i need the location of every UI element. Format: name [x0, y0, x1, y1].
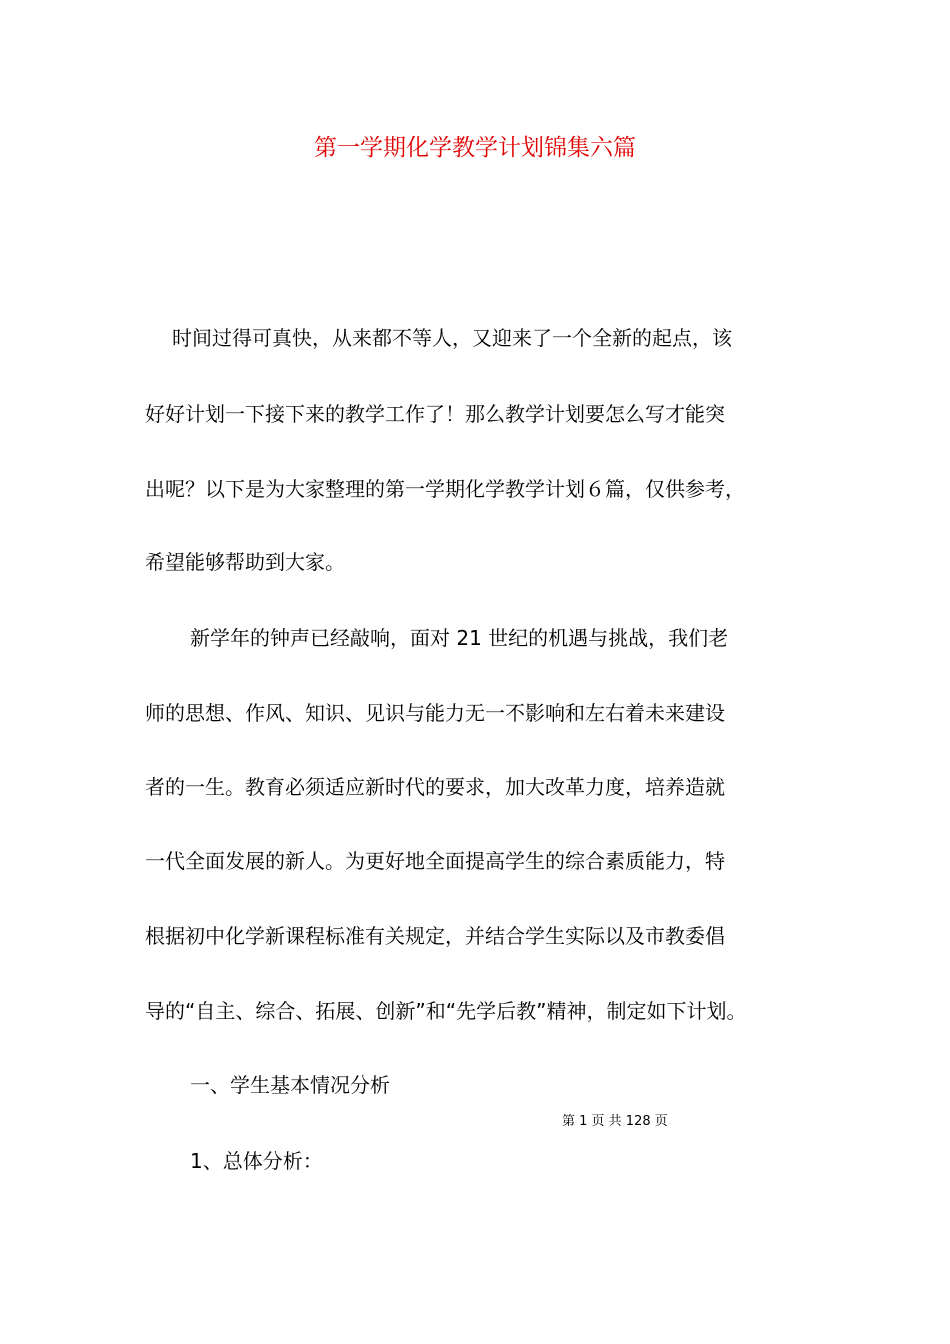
text-line: 希望能够帮助到大家。	[145, 550, 345, 574]
text-line: 根据初中化学新课程标准有关规定，并结合学生实际以及市教委倡	[145, 924, 725, 948]
text-line: 者的一生。教育必须适应新时代的要求，加大改革力度，培养造就	[145, 775, 725, 799]
text-line: 新学年的钟声已经敲响，面对 21 世纪的机遇与挑战，我们老	[190, 626, 729, 650]
text-line: 一代全面发展的新人。为更好地全面提高学生的综合素质能力，特	[145, 849, 725, 873]
text-line: 时间过得可真快，从来都不等人，又迎来了一个全新的起点，该	[172, 326, 732, 350]
document-title: 第一学期化学教学计划锦集六篇	[314, 135, 636, 161]
text-line: 出呢？以下是为大家整理的第一学期化学教学计划６篇，仅供参考，	[145, 477, 745, 501]
section-heading: 一、学生基本情况分析	[190, 1073, 390, 1097]
page-footer: 第 1 页 共 128 页	[562, 1114, 668, 1129]
subsection-heading: 1、总体分析：	[190, 1149, 323, 1173]
text-line: 好好计划一下接下来的教学工作了！那么教学计划要怎么写才能突	[145, 402, 725, 426]
text-line: 师的思想、作风、知识、见识与能力无一不影响和左右着未来建设	[145, 701, 725, 725]
text-line: 导的“自主、综合、拓展、创新”和“先学后教”精神，制定如下计划。	[145, 999, 747, 1023]
